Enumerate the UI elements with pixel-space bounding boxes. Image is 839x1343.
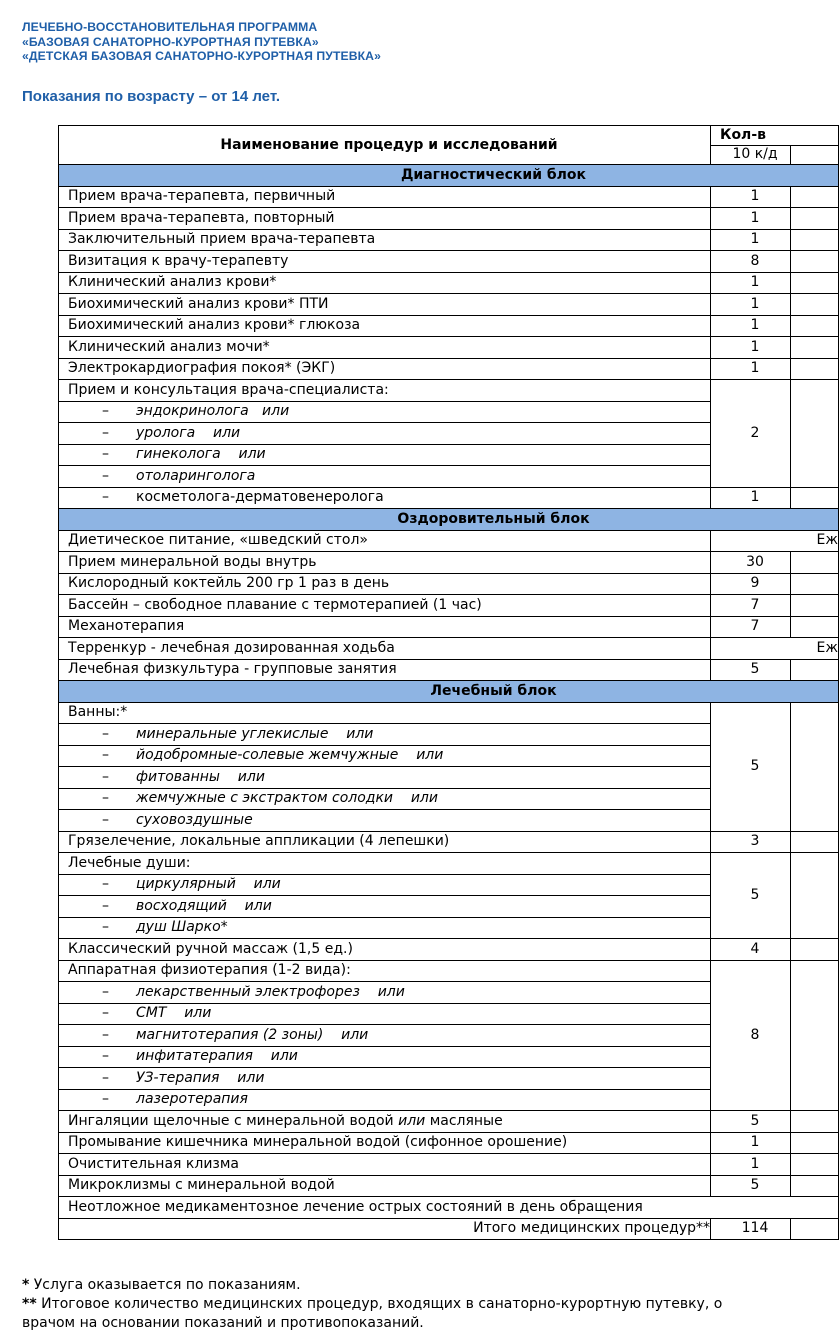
dash-bullet: – bbox=[102, 811, 109, 828]
table-row bbox=[59, 530, 839, 552]
procedure-qty: 1 bbox=[711, 229, 791, 251]
group-item bbox=[59, 466, 711, 488]
procedure-qty-extra bbox=[791, 337, 839, 359]
group-title-row bbox=[59, 702, 839, 724]
procedure-name: Микроклизмы с минеральной водой bbox=[59, 1175, 711, 1197]
procedure-qty-extra bbox=[791, 1132, 839, 1154]
table-row bbox=[59, 272, 839, 294]
procedure-name: Механотерапия bbox=[59, 616, 711, 638]
group-item bbox=[59, 423, 711, 445]
block-header-row bbox=[59, 165, 839, 187]
group-item bbox=[59, 1089, 711, 1111]
group-item-label: отоларинголога bbox=[136, 467, 256, 484]
table-row bbox=[59, 315, 839, 337]
group-qty-extra bbox=[791, 960, 839, 1111]
procedure-qty: 1 bbox=[711, 186, 791, 208]
procedure-qty: 3 bbox=[711, 831, 791, 853]
procedure-name-part: или bbox=[398, 1112, 426, 1129]
table-row bbox=[59, 638, 839, 660]
total-qty-extra bbox=[791, 1218, 839, 1240]
procedure-qty-extra bbox=[791, 358, 839, 380]
table-row bbox=[59, 831, 839, 853]
dash-bullet: – bbox=[102, 1048, 109, 1065]
dash-bullet: – bbox=[102, 1091, 109, 1108]
group-title-row bbox=[59, 380, 839, 402]
table-row bbox=[59, 595, 839, 617]
procedure-qty: 1 bbox=[711, 272, 791, 294]
table-row bbox=[59, 358, 839, 380]
procedure-qty-extra bbox=[791, 186, 839, 208]
footnotes bbox=[22, 1276, 822, 1333]
col-qty-header: Кол-в bbox=[711, 126, 839, 146]
table-row bbox=[59, 1175, 839, 1197]
procedure-name: Классический ручной массаж (1,5 ед.) bbox=[59, 939, 711, 961]
dash-bullet: – bbox=[102, 403, 109, 420]
group-item-label: душ Шарко* bbox=[136, 919, 228, 936]
table-row bbox=[59, 186, 839, 208]
procedure-name: Клинический анализ крови* bbox=[59, 272, 711, 294]
procedure-qty: 1 bbox=[711, 337, 791, 359]
procedure-name: Прием врача-терапевта, первичный bbox=[59, 186, 711, 208]
group-item bbox=[59, 982, 711, 1004]
block-header-row bbox=[59, 509, 839, 531]
table-row bbox=[59, 208, 839, 230]
group-item-label: эндокринолога или bbox=[136, 403, 290, 420]
block-header-row bbox=[59, 681, 839, 703]
table-row bbox=[59, 616, 839, 638]
procedure-qty-extra bbox=[791, 595, 839, 617]
group-qty-extra bbox=[791, 380, 839, 488]
group-item bbox=[59, 767, 711, 789]
block-title-diag: Диагностический блок bbox=[59, 165, 839, 187]
procedure-qty: 1 bbox=[711, 487, 791, 509]
procedure-qty: 5 bbox=[711, 659, 791, 681]
group-item-label: уролога или bbox=[136, 424, 241, 441]
group-item-label: СМТ или bbox=[136, 1005, 212, 1022]
group-item-label: фитованны или bbox=[136, 768, 265, 785]
procedure-qty: 9 bbox=[711, 573, 791, 595]
group-item bbox=[59, 487, 711, 509]
group-item bbox=[59, 745, 711, 767]
program-header bbox=[22, 20, 381, 64]
dash-bullet: – bbox=[102, 897, 109, 914]
table-row bbox=[59, 659, 839, 681]
group-item-label: косметолога-дерматовенеролога bbox=[136, 489, 384, 506]
procedure-qty: 1 bbox=[711, 315, 791, 337]
dash-bullet: – bbox=[102, 790, 109, 807]
group-qty: 8 bbox=[711, 960, 791, 1111]
procedure-qty-extra bbox=[791, 573, 839, 595]
group-item-label: инфитатерапия или bbox=[136, 1048, 298, 1065]
group-title: Ванны:* bbox=[59, 702, 711, 724]
procedure-qty: 5 bbox=[711, 1175, 791, 1197]
table-row bbox=[59, 294, 839, 316]
group-item bbox=[59, 810, 711, 832]
dash-bullet: – bbox=[102, 467, 109, 484]
program-subtitle: «БАЗОВАЯ САНАТОРНО-КУРОРТНАЯ ПУТЕВКА» bbox=[22, 34, 319, 49]
procedure-qty-extra bbox=[791, 487, 839, 509]
procedure-name: Лечебная физкультура - групповые занятия bbox=[59, 659, 711, 681]
age-indication: Показания по возрасту – от 14 лет. bbox=[22, 88, 281, 105]
dash-bullet: – bbox=[102, 1069, 109, 1086]
footnote-2: ** Итоговое количество медицинских процедур, входящих в санаторно-курортную путевку, о bbox=[22, 1296, 723, 1312]
block-title-treat: Лечебный блок bbox=[59, 681, 839, 703]
procedure-name: Кислородный коктейль 200 гр 1 раз в день bbox=[59, 573, 711, 595]
table-row bbox=[59, 939, 839, 961]
group-item-label: УЗ-терапия или bbox=[136, 1069, 265, 1086]
group-item bbox=[59, 1068, 711, 1090]
procedure-name-part: масляные bbox=[425, 1112, 503, 1129]
procedure-name: Прием врача-терапевта, повторный bbox=[59, 208, 711, 230]
table-row bbox=[59, 1132, 839, 1154]
procedure-name: Промывание кишечника минеральной водой (сифонное орошение) bbox=[59, 1132, 711, 1154]
dash-bullet: – bbox=[102, 983, 109, 1000]
procedure-qty-extra bbox=[791, 1111, 839, 1133]
procedure-qty-extra bbox=[791, 939, 839, 961]
group-item bbox=[59, 874, 711, 896]
procedure-name: Биохимический анализ крови* ПТИ bbox=[59, 294, 711, 316]
group-item-row bbox=[59, 487, 839, 509]
procedure-name-part: Ингаляции щелочные с минеральной водой bbox=[68, 1112, 399, 1129]
col-name-header: Наименование процедур и исследований bbox=[59, 126, 711, 165]
group-item bbox=[59, 1003, 711, 1025]
col-qty-extra bbox=[791, 145, 839, 165]
procedure-qty: 7 bbox=[711, 616, 791, 638]
footnote-1: * Услуга оказывается по показаниям. bbox=[22, 1277, 301, 1293]
procedure-qty-extra bbox=[791, 659, 839, 681]
dash-bullet: – bbox=[102, 424, 109, 441]
dash-bullet: – bbox=[102, 876, 109, 893]
table-row bbox=[59, 573, 839, 595]
procedure-name: Прием минеральной воды внутрь bbox=[59, 552, 711, 574]
group-title: Прием и консультация врача-специалиста: bbox=[59, 380, 711, 402]
dash-bullet: – bbox=[102, 768, 109, 785]
procedure-qty-extra bbox=[791, 251, 839, 273]
group-item bbox=[59, 1025, 711, 1047]
procedure-qty: 1 bbox=[711, 358, 791, 380]
total-qty: 114 bbox=[711, 1218, 791, 1240]
procedure-qty-extra bbox=[791, 272, 839, 294]
group-qty: 5 bbox=[711, 853, 791, 939]
procedure-qty-extra bbox=[791, 208, 839, 230]
footnote-2-cont: врачом на основании показаний и противопоказаний. bbox=[22, 1315, 424, 1331]
group-title-row bbox=[59, 853, 839, 875]
group-title-row bbox=[59, 960, 839, 982]
dash-bullet: – bbox=[102, 1005, 109, 1022]
group-item bbox=[59, 788, 711, 810]
group-qty-extra bbox=[791, 702, 839, 831]
group-item bbox=[59, 401, 711, 423]
procedure-qty: 4 bbox=[711, 939, 791, 961]
procedure-qty: 7 bbox=[711, 595, 791, 617]
table-row bbox=[59, 552, 839, 574]
group-item bbox=[59, 896, 711, 918]
total-row bbox=[59, 1218, 839, 1240]
procedure-name bbox=[59, 1111, 711, 1133]
group-title: Аппаратная физиотерапия (1-2 вида): bbox=[59, 960, 711, 982]
total-label: Итого медицинских процедур** bbox=[59, 1218, 711, 1240]
group-item bbox=[59, 444, 711, 466]
group-title: Лечебные души: bbox=[59, 853, 711, 875]
dash-bullet: – bbox=[102, 1026, 109, 1043]
group-item-label: йодобромные-солевые жемчужные или bbox=[136, 747, 444, 764]
group-qty: 2 bbox=[711, 380, 791, 488]
group-item bbox=[59, 1046, 711, 1068]
table-row bbox=[59, 1197, 839, 1219]
procedure-qty-daily: Еж bbox=[711, 638, 839, 660]
procedure-qty-daily: Еж bbox=[711, 530, 839, 552]
procedure-name: Диетическое питание, «шведский стол» bbox=[59, 530, 711, 552]
group-item-label: минеральные углекислые или bbox=[136, 725, 374, 742]
group-item-label: циркулярный или bbox=[136, 876, 281, 893]
procedure-qty-extra bbox=[791, 831, 839, 853]
dash-bullet: – bbox=[102, 919, 109, 936]
group-item-label: лазеротерапия bbox=[136, 1091, 248, 1108]
table-row bbox=[59, 1111, 839, 1133]
block-title-health: Оздоровительный блок bbox=[59, 509, 839, 531]
procedure-name: Грязелечение, локальные аппликации (4 лепешки) bbox=[59, 831, 711, 853]
dash-bullet: – bbox=[102, 747, 109, 764]
group-item-label: магнитотерапия (2 зоны) или bbox=[136, 1026, 369, 1043]
procedure-qty: 8 bbox=[711, 251, 791, 273]
group-item-label: жемчужные с экстрактом солодки или bbox=[136, 790, 438, 807]
table-row bbox=[59, 229, 839, 251]
col-qty-10days: 10 к/д bbox=[711, 145, 791, 165]
procedure-name: Биохимический анализ крови* глюкоза bbox=[59, 315, 711, 337]
procedure-qty-extra bbox=[791, 315, 839, 337]
dash-bullet: – bbox=[102, 446, 109, 463]
procedure-name: Терренкур - лечебная дозированная ходьба bbox=[59, 638, 711, 660]
procedure-qty: 1 bbox=[711, 1132, 791, 1154]
procedure-qty: 1 bbox=[711, 1154, 791, 1176]
dash-bullet: – bbox=[102, 489, 109, 506]
table-row bbox=[59, 251, 839, 273]
procedure-qty: 1 bbox=[711, 294, 791, 316]
procedure-qty-extra bbox=[791, 552, 839, 574]
group-qty-extra bbox=[791, 853, 839, 939]
group-item-label: восходящий или bbox=[136, 897, 272, 914]
procedure-name: Бассейн – свободное плавание с термотерапией (1 час) bbox=[59, 595, 711, 617]
group-qty: 5 bbox=[711, 702, 791, 831]
procedures-table bbox=[58, 125, 839, 1240]
group-item-label: суховоздушные bbox=[136, 811, 253, 828]
group-item bbox=[59, 724, 711, 746]
procedure-qty-extra bbox=[791, 1175, 839, 1197]
table-row bbox=[59, 1154, 839, 1176]
table-row bbox=[59, 337, 839, 359]
group-item-label: лекарственный электрофорез или bbox=[136, 983, 405, 1000]
procedure-name: Электрокардиография покоя* (ЭКГ) bbox=[59, 358, 711, 380]
procedure-qty: 5 bbox=[711, 1111, 791, 1133]
table-header-row bbox=[59, 126, 839, 146]
program-subtitle-child: «ДЕТСКАЯ БАЗОВАЯ САНАТОРНО-КУРОРТНАЯ ПУТЕВКА» bbox=[22, 49, 381, 63]
procedure-name: Заключительный прием врача-терапевта bbox=[59, 229, 711, 251]
procedure-qty-extra bbox=[791, 616, 839, 638]
group-item-label: гинеколога или bbox=[136, 446, 266, 463]
procedure-qty-extra bbox=[791, 294, 839, 316]
program-title: ЛЕЧЕБНО-ВОССТАНОВИТЕЛЬНАЯ ПРОГРАММА bbox=[22, 20, 318, 34]
procedure-name: Визитация к врачу-терапевту bbox=[59, 251, 711, 273]
procedure-name: Клинический анализ мочи* bbox=[59, 337, 711, 359]
procedure-qty-extra bbox=[791, 229, 839, 251]
group-item bbox=[59, 917, 711, 939]
dash-bullet: – bbox=[102, 725, 109, 742]
procedure-name: Очистительная клизма bbox=[59, 1154, 711, 1176]
procedure-qty-extra bbox=[791, 1154, 839, 1176]
emergency-treatment: Неотложное медикаментозное лечение острых состояний в день обращения bbox=[59, 1197, 839, 1219]
procedure-qty: 30 bbox=[711, 552, 791, 574]
procedure-qty: 1 bbox=[711, 208, 791, 230]
